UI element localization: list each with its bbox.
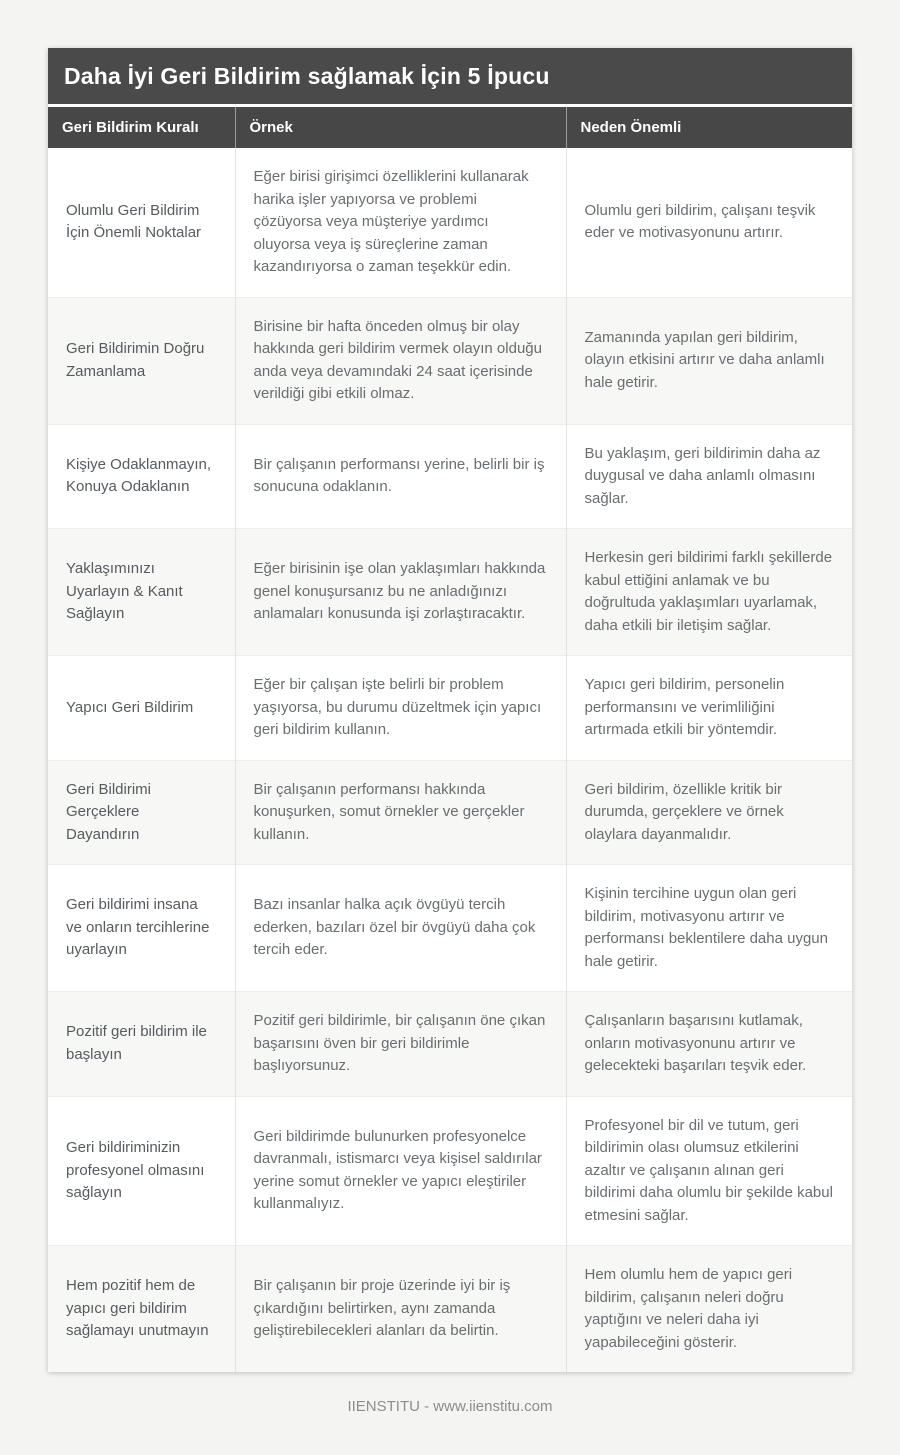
feedback-tips-panel (48, 48, 852, 1372)
table-row (48, 424, 852, 529)
table-body (48, 148, 852, 1372)
why-cell: Kişinin tercihine uygun olan geri bildirim, motivasyonu artırır ve performansı beklentilere daha uygun hale getirir. (566, 865, 852, 992)
table-row (48, 865, 852, 992)
table-row (48, 656, 852, 761)
footer-brand: IIENSTITU - www.iienstitu.com (347, 1398, 553, 1415)
table-row (48, 1096, 852, 1246)
why-cell: Profesyonel bir dil ve tutum, geri bildirimin olası olumsuz etkilerini azaltır ve çalışanın alınan geri bildirimi daha olumlu bir şekilde kabul etmesini sağlar. (566, 1096, 852, 1246)
example-cell: Bir çalışanın performansı yerine, belirli bir iş sonucuna odaklanın. (235, 424, 566, 529)
why-cell: Çalışanların başarısını kutlamak, onların motivasyonunu artırır ve gelecekteki başarıları teşvik eder. (566, 992, 852, 1097)
table-header-row (48, 106, 852, 149)
table-row (48, 1246, 852, 1373)
table-row (48, 529, 852, 656)
why-cell: Zamanında yapılan geri bildirim, olayın etkisini artırır ve daha anlamlı hale getirir. (566, 297, 852, 424)
why-cell: Olumlu geri bildirim, çalışanı teşvik eder ve motivasyonunu artırır. (566, 148, 852, 297)
why-cell: Bu yaklaşım, geri bildirimin daha az duygusal ve daha anlamlı olmasını sağlar. (566, 424, 852, 529)
column-header-why: Neden Önemli (566, 106, 852, 149)
column-header-rule: Geri Bildirim Kuralı (48, 106, 235, 149)
rule-cell: Yaklaşımınızı Uyarlayın & Kanıt Sağlayın (48, 529, 235, 656)
rule-cell: Geri Bildirimin Doğru Zamanlama (48, 297, 235, 424)
why-cell: Hem olumlu hem de yapıcı geri bildirim, çalışanın neleri doğru yaptığını ve neleri daha iyi yapabileceğini gösterir. (566, 1246, 852, 1373)
example-cell: Eğer birisi girişimci özelliklerini kullanarak harika işler yapıyorsa ve problemi çözüyorsa veya müşteriye yardımcı oluyorsa veya iş süreçlerine zaman kazandırıyorsa o zaman teşekkür edin. (235, 148, 566, 297)
example-cell: Bazı insanlar halka açık övgüyü tercih ederken, bazıları özel bir övgüyü daha çok tercih eder. (235, 865, 566, 992)
rule-cell: Olumlu Geri Bildirim İçin Önemli Noktalar (66, 201, 202, 242)
rule-cell: Pozitif geri bildirim ile başlayın (48, 992, 235, 1097)
rule-cell: Geri Bildirimi Gerçeklere Dayandırın (48, 760, 235, 865)
why-cell: Geri bildirim, özellikle kritik bir durumda, gerçeklere ve örnek olaylara dayanmalıdır. (566, 760, 852, 865)
example-cell: Geri bildirimde bulunurken profesyonelce davranmalı, istismarcı veya kişisel saldırılar yerine somut örnekler ve yapıcı eleştiriler kullanmalıyız. (235, 1096, 566, 1246)
table-row (48, 760, 852, 865)
table-row (48, 297, 852, 424)
example-cell: Bir çalışanın performansı hakkında konuşurken, somut örnekler ve gerçekler kullanın. (235, 760, 566, 865)
example-cell: Pozitif geri bildirimle, bir çalışanın öne çıkan başarısını öven bir geri bildirimle başlıyorsunuz. (235, 992, 566, 1097)
example-cell: Bir çalışanın bir proje üzerinde iyi bir iş çıkardığını belirtirken, aynı zamanda geliştirebilecekleri alanları da belirtin. (235, 1246, 566, 1373)
rule-cell: Geri bildiriminizin profesyonel olmasını sağlayın (48, 1096, 235, 1246)
feedback-tips-table (48, 104, 852, 1372)
column-header-example: Örnek (235, 106, 566, 149)
example-cell: Eğer birisinin işe olan yaklaşımları hakkında genel konuşursanız bu ne anladığınızı anlamaları konusunda işi zorlaştıracaktır. (235, 529, 566, 656)
rule-cell: Hem pozitif hem de yapıcı geri bildirim sağlamayı unutmayın (48, 1246, 235, 1373)
table-row (48, 148, 852, 297)
example-cell: Birisine bir hafta önceden olmuş bir olay hakkında geri bildirim vermek olayın olduğu anda veya devamındaki 24 saat içerisinde verildiği gibi etkili olmaz. (235, 297, 566, 424)
rule-cell: Geri bildirimi insana ve onların tercihlerine uyarlayın (48, 865, 235, 992)
table-header (48, 106, 852, 149)
rule-cell: Yapıcı Geri Bildirim (48, 656, 235, 761)
table-row (48, 992, 852, 1097)
page-title: Daha İyi Geri Bildirim sağlamak İçin 5 İpucu (48, 48, 852, 104)
why-cell: Herkesin geri bildirimi farklı şekillerde kabul ettiğini anlamak ve bu doğrultuda yaklaşımları uyarlamak, daha etkili bir iletişim sağlar. (566, 529, 852, 656)
rule-cell: Kişiye Odaklanmayın, Konuya Odaklanın (48, 424, 235, 529)
page-card (48, 0, 852, 1455)
example-cell: Eğer bir çalışan işte belirli bir problem yaşıyorsa, bu durumu düzeltmek için yapıcı geri bildirim kullanın. (235, 656, 566, 761)
why-cell: Yapıcı geri bildirim, personelin performansını ve verimliliğini artırmada etkili bir yöntemdir. (566, 656, 852, 761)
